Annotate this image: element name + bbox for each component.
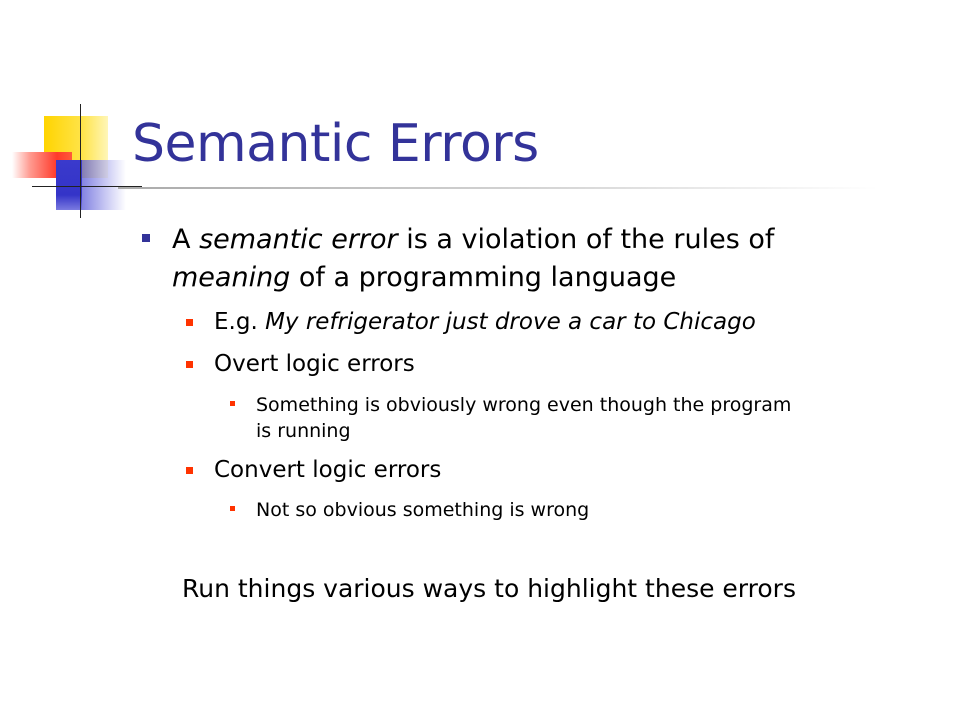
decor-vertical-line [80, 104, 81, 218]
square-bullet-icon [186, 467, 193, 474]
definition-line-2: meaning of a programming language [172, 262, 677, 293]
slide-title: Semantic Errors [132, 114, 539, 174]
closing-statement: Run things various ways to highlight these errors [182, 574, 796, 603]
title-underline-rule [118, 187, 878, 189]
square-bullet-icon [230, 401, 235, 406]
square-bullet-icon [186, 319, 193, 326]
definition-line-1: A semantic error is a violation of the rules of [172, 224, 775, 255]
square-bullet-icon [142, 234, 150, 242]
example-sentence: My refrigerator just drove a car to Chicago [265, 309, 756, 335]
square-bullet-icon [230, 506, 235, 511]
decor-blue-square [56, 160, 82, 210]
square-bullet-icon [186, 361, 193, 368]
term-meaning: meaning [172, 262, 291, 293]
term-semantic-error: semantic error [199, 224, 398, 255]
decor-blue-fade [82, 160, 126, 210]
